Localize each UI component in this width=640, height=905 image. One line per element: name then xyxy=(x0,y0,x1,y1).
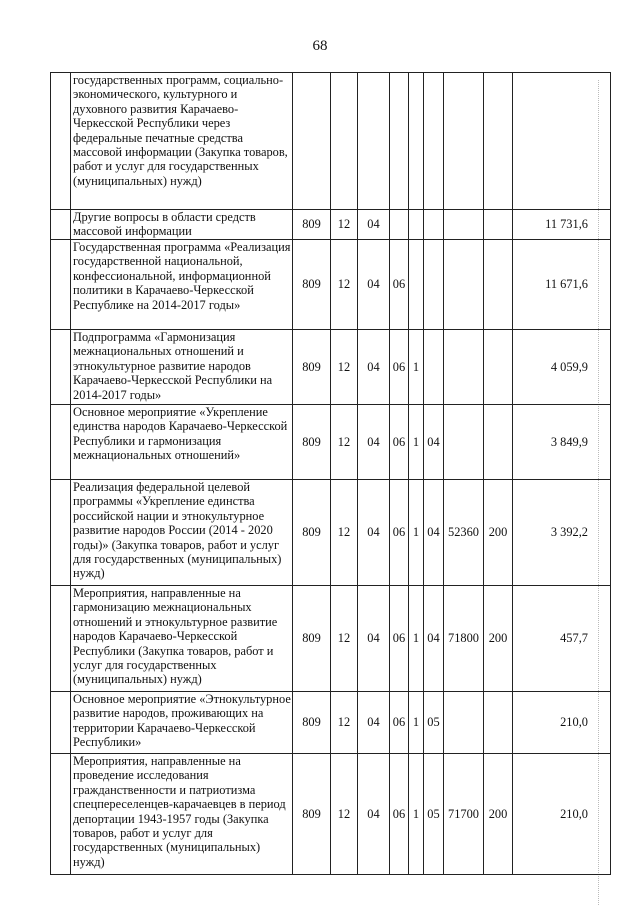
subsection-code: 04 xyxy=(358,480,390,586)
table-row xyxy=(51,405,611,480)
budget-table-container xyxy=(50,72,610,875)
subprogram-code xyxy=(409,73,424,210)
amount: 210,0 xyxy=(513,754,611,875)
blank-cell xyxy=(51,405,71,480)
amount xyxy=(513,73,611,210)
main-activity-code xyxy=(424,330,444,405)
blank-cell xyxy=(51,586,71,692)
main-activity-code xyxy=(424,240,444,330)
grbs-code: 809 xyxy=(293,330,331,405)
blank-cell xyxy=(51,692,71,754)
item-name: Другие вопросы в области средств массовой информации xyxy=(71,210,293,240)
expense-type-code: 200 xyxy=(484,480,513,586)
program-code: 06 xyxy=(390,240,409,330)
expense-type-code: 200 xyxy=(484,586,513,692)
section-code: 12 xyxy=(331,210,358,240)
subprogram-code: 1 xyxy=(409,754,424,875)
section-code: 12 xyxy=(331,480,358,586)
table-row xyxy=(51,480,611,586)
direction-code xyxy=(444,240,484,330)
program-code: 06 xyxy=(390,330,409,405)
blank-cell xyxy=(51,240,71,330)
direction-code xyxy=(444,330,484,405)
subprogram-code xyxy=(409,210,424,240)
grbs-code: 809 xyxy=(293,754,331,875)
section-code: 12 xyxy=(331,330,358,405)
expense-type-code xyxy=(484,330,513,405)
subsection-code: 04 xyxy=(358,330,390,405)
subsection-code: 04 xyxy=(358,210,390,240)
table-row xyxy=(51,692,611,754)
item-name: государственных программ, социально-экономического, культурного и духовного развития Карачаево-Черкесской Республики через федеральные печатные средства массовой информации (Закупка товаров, работ и услуг для государственных (муниципальных) нужд) xyxy=(71,73,293,210)
budget-table xyxy=(50,72,611,875)
grbs-code: 809 xyxy=(293,405,331,480)
program-code: 06 xyxy=(390,754,409,875)
section-code xyxy=(331,73,358,210)
item-name: Мероприятия, направленные на проведение исследования гражданственности и патриотизма спецпереселенцев-карачаевцев в период депортации 1943-1957 годы (Закупка товаров, работ и услуг для государственных (муниципальных) нужд) xyxy=(71,754,293,875)
expense-type-code xyxy=(484,210,513,240)
subprogram-code xyxy=(409,240,424,330)
blank-cell xyxy=(51,73,71,210)
subsection-code: 04 xyxy=(358,240,390,330)
expense-type-code xyxy=(484,405,513,480)
grbs-code: 809 xyxy=(293,586,331,692)
amount: 3 849,9 xyxy=(513,405,611,480)
program-code: 06 xyxy=(390,480,409,586)
budget-table-body xyxy=(51,73,611,875)
direction-code xyxy=(444,210,484,240)
table-row xyxy=(51,73,611,210)
program-code xyxy=(390,73,409,210)
blank-cell xyxy=(51,210,71,240)
expense-type-code xyxy=(484,240,513,330)
expense-type-code: 200 xyxy=(484,754,513,875)
subprogram-code: 1 xyxy=(409,405,424,480)
subsection-code: 04 xyxy=(358,586,390,692)
item-name: Основное мероприятие «Этнокультурное развитие народов, проживающих на территории Карачаево-Черкесской Республики» xyxy=(71,692,293,754)
expense-type-code xyxy=(484,692,513,754)
main-activity-code: 04 xyxy=(424,405,444,480)
table-row xyxy=(51,210,611,240)
blank-cell xyxy=(51,330,71,405)
blank-cell xyxy=(51,754,71,875)
grbs-code: 809 xyxy=(293,210,331,240)
item-name: Реализация федеральной целевой программы «Укрепление единства российской нации и этнокультурное развитие народов России (2014 - 2020 годы)» (Закупка товаров, работ и услуг для государственных (муниципальных) нужд) xyxy=(71,480,293,586)
direction-code: 71800 xyxy=(444,586,484,692)
direction-code xyxy=(444,73,484,210)
section-code: 12 xyxy=(331,692,358,754)
direction-code xyxy=(444,405,484,480)
subsection-code: 04 xyxy=(358,754,390,875)
item-name: Мероприятия, направленные на гармонизацию межнациональных отношений и этнокультурное развитие народов Карачаево-Черкесской Республики (Закупка товаров, работ и услуг для государственных (муниципальных) нужд) xyxy=(71,586,293,692)
direction-code: 71700 xyxy=(444,754,484,875)
subprogram-code: 1 xyxy=(409,480,424,586)
amount: 4 059,9 xyxy=(513,330,611,405)
table-row xyxy=(51,586,611,692)
direction-code xyxy=(444,692,484,754)
table-row xyxy=(51,330,611,405)
program-code xyxy=(390,210,409,240)
subprogram-code: 1 xyxy=(409,586,424,692)
subprogram-code: 1 xyxy=(409,330,424,405)
grbs-code: 809 xyxy=(293,692,331,754)
item-name: Подпрограмма «Гармонизация межнациональных отношений и этнокультурное развитие народов Карачаево-Черкесской Республики на 2014-2017 годы» xyxy=(71,330,293,405)
grbs-code xyxy=(293,73,331,210)
item-name: Основное мероприятие «Укрепление единства народов Карачаево-Черкесской Республики и гармонизация межнациональных отношений» xyxy=(71,405,293,480)
amount: 3 392,2 xyxy=(513,480,611,586)
section-code: 12 xyxy=(331,586,358,692)
main-activity-code: 05 xyxy=(424,692,444,754)
grbs-code: 809 xyxy=(293,240,331,330)
table-row xyxy=(51,754,611,875)
program-code: 06 xyxy=(390,405,409,480)
amount: 11 731,6 xyxy=(513,210,611,240)
blank-cell xyxy=(51,480,71,586)
grbs-code: 809 xyxy=(293,480,331,586)
main-activity-code: 05 xyxy=(424,754,444,875)
scan-corner xyxy=(0,0,28,20)
program-code: 06 xyxy=(390,586,409,692)
amount: 457,7 xyxy=(513,586,611,692)
amount: 11 671,6 xyxy=(513,240,611,330)
subsection-code: 04 xyxy=(358,692,390,754)
program-code: 06 xyxy=(390,692,409,754)
main-activity-code: 04 xyxy=(424,586,444,692)
section-code: 12 xyxy=(331,240,358,330)
item-name: Государственная программа «Реализация государственной национальной, конфессиональной, информационной политики в Карачаево-Черкесской Республике на 2014-2017 годы» xyxy=(71,240,293,330)
page-number: 68 xyxy=(312,38,328,54)
main-activity-code xyxy=(424,210,444,240)
section-code: 12 xyxy=(331,405,358,480)
subprogram-code: 1 xyxy=(409,692,424,754)
direction-code: 52360 xyxy=(444,480,484,586)
main-activity-code xyxy=(424,73,444,210)
expense-type-code xyxy=(484,73,513,210)
subsection-code xyxy=(358,73,390,210)
section-code: 12 xyxy=(331,754,358,875)
table-row xyxy=(51,240,611,330)
subsection-code: 04 xyxy=(358,405,390,480)
amount: 210,0 xyxy=(513,692,611,754)
main-activity-code: 04 xyxy=(424,480,444,586)
